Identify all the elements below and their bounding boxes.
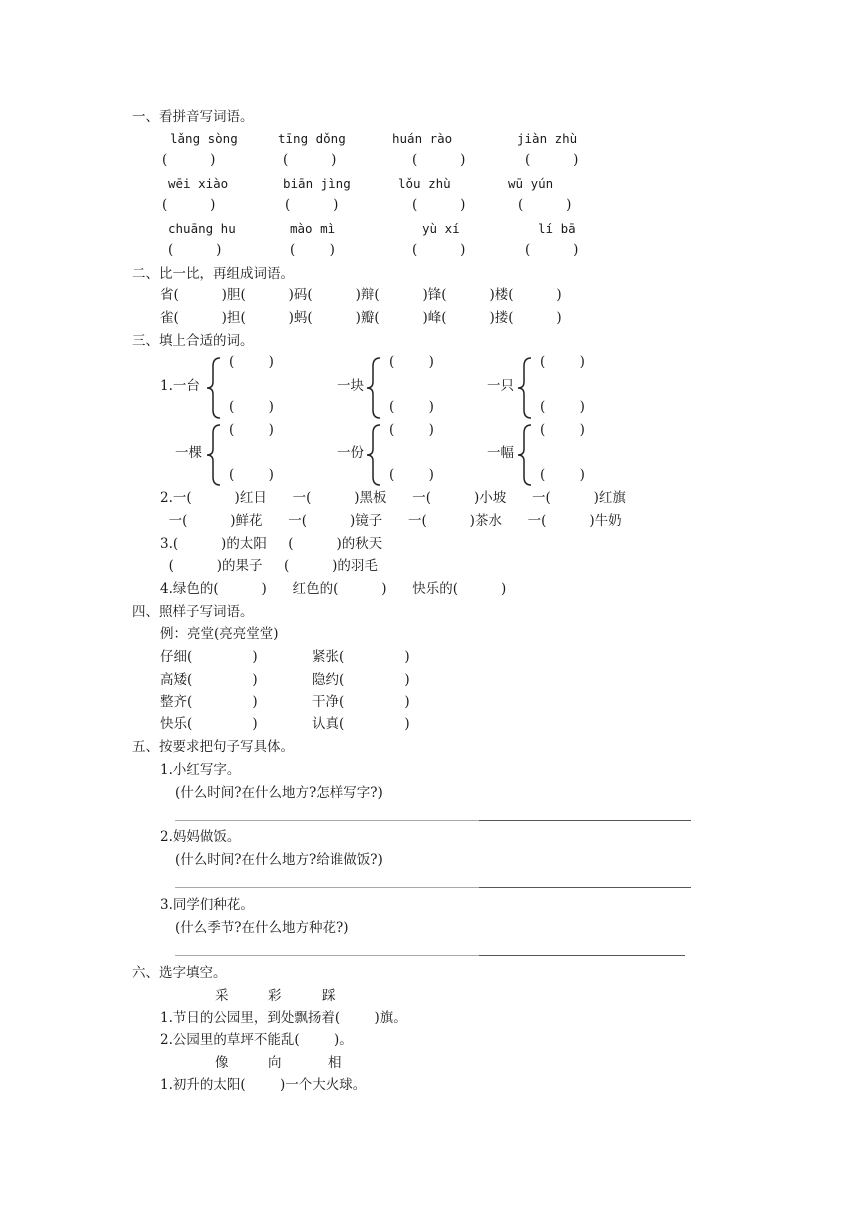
section-3-title: 三、填上合适的词。	[132, 333, 254, 349]
word-item[interactable]: 仔细( )	[160, 649, 258, 665]
measure-word-label: 一棵	[175, 445, 202, 461]
answer-paren[interactable]: ( )	[540, 354, 585, 370]
word-item[interactable]: 认真( )	[312, 716, 410, 732]
pinyin-yu-xi: yù xí	[422, 221, 460, 236]
answer-box[interactable]: ( )	[525, 242, 579, 258]
answer-line[interactable]	[479, 955, 685, 956]
answer-paren[interactable]: ( )	[389, 422, 434, 438]
answer-paren[interactable]: ( )	[229, 399, 274, 415]
brace-icon	[204, 423, 224, 487]
answer-box[interactable]: ( )	[412, 242, 466, 258]
choice-char: 向	[268, 1055, 282, 1071]
section-5-title: 五、按要求把句子写具体。	[132, 739, 294, 755]
fill-line-2a[interactable]: 2.一( )红日 一( )黑板 一( )小坡 一( )红旗	[160, 490, 626, 506]
pinyin-jian-zhu: jiàn zhù	[517, 131, 578, 146]
choice-char: 采	[215, 988, 229, 1004]
choice-char: 像	[215, 1055, 229, 1071]
example-text: 例：亮堂(亮亮堂堂)	[160, 626, 279, 642]
choice-char: 相	[328, 1055, 342, 1071]
answer-paren[interactable]: ( )	[540, 467, 585, 483]
answer-box[interactable]: ( )	[525, 152, 579, 168]
answer-line[interactable]	[175, 820, 479, 821]
brace-icon	[364, 423, 384, 487]
pinyin-mao-mi: mào mì	[290, 221, 336, 236]
word-item[interactable]: 高矮( )	[160, 672, 258, 688]
answer-box[interactable]: ( )	[518, 197, 572, 213]
measure-word-label: 一只	[487, 378, 514, 394]
answer-box[interactable]: ( )	[283, 152, 337, 168]
pinyin-bian-jing: biān jìng	[283, 176, 351, 191]
pinyin-chuang-hu: chuāng hu	[168, 221, 236, 236]
compare-row-1[interactable]: 省( )胆( )码( )辩( )锋( )楼( )	[160, 287, 562, 303]
brace-icon	[204, 356, 224, 420]
measure-word-label: 一块	[337, 378, 364, 394]
answer-paren[interactable]: ( )	[229, 467, 274, 483]
answer-box[interactable]: ( )	[412, 152, 466, 168]
brace-icon	[515, 423, 535, 487]
fill-sentence[interactable]: 2.公园里的草坪不能乱( )。	[160, 1032, 353, 1048]
answer-box[interactable]: ( )	[285, 197, 339, 213]
section-1-title: 一、看拼音写词语。	[132, 109, 254, 125]
word-item[interactable]: 隐约( )	[312, 672, 410, 688]
answer-line[interactable]	[175, 955, 479, 956]
answer-box[interactable]: ( )	[168, 242, 222, 258]
answer-paren[interactable]: ( )	[229, 422, 274, 438]
section-2-title: 二、比一比，再组成词语。	[132, 266, 294, 282]
word-item[interactable]: 紧张( )	[312, 649, 410, 665]
sentence-question: 3.同学们种花。	[160, 897, 254, 913]
answer-box[interactable]: ( )	[162, 197, 216, 213]
fill-line-4[interactable]: 4.绿色的( ) 红色的( ) 快乐的( )	[160, 581, 507, 597]
answer-line[interactable]	[175, 887, 479, 888]
word-item[interactable]: 整齐( )	[160, 694, 258, 710]
answer-paren[interactable]: ( )	[540, 399, 585, 415]
choice-char: 彩	[268, 988, 282, 1004]
pinyin-wei-xiao: wēi xiào	[168, 176, 229, 191]
brace-icon	[364, 356, 384, 420]
fill-line-3b[interactable]: ( )的果子 ( )的羽毛	[160, 558, 378, 574]
answer-box[interactable]: ( )	[290, 242, 335, 258]
answer-box[interactable]: ( )	[412, 197, 466, 213]
pinyin-li-ba: lí bā	[538, 221, 576, 236]
fill-sentence[interactable]: 1.节日的公园里，到处飘扬着( )旗。	[160, 1010, 407, 1026]
sentence-hint: (什么季节?在什么地方种花?)	[175, 920, 349, 936]
section-4-title: 四、照样子写词语。	[132, 604, 254, 620]
answer-paren[interactable]: ( )	[229, 354, 274, 370]
answer-line[interactable]	[479, 887, 691, 888]
measure-word-label: 1.一台	[160, 378, 200, 394]
answer-paren[interactable]: ( )	[389, 467, 434, 483]
pinyin-wu-yun: wū yún	[508, 176, 554, 191]
word-item[interactable]: 快乐( )	[160, 716, 258, 732]
measure-word-label: 一幅	[487, 445, 514, 461]
answer-paren[interactable]: ( )	[389, 399, 434, 415]
brace-icon	[515, 356, 535, 420]
word-item[interactable]: 干净( )	[312, 694, 410, 710]
answer-line[interactable]	[479, 820, 691, 821]
compare-row-2[interactable]: 雀( )担( )蚂( )瓣( )峰( )搂( )	[160, 310, 562, 326]
sentence-question: 1.小红写字。	[160, 762, 241, 778]
pinyin-lou-zhu: lǒu zhù	[398, 176, 451, 191]
answer-box[interactable]: ( )	[162, 152, 216, 168]
sentence-hint: (什么时间?在什么地方?怎样写字?)	[175, 785, 383, 801]
answer-paren[interactable]: ( )	[540, 422, 585, 438]
pinyin-lang-song: lǎng sòng	[170, 131, 238, 146]
sentence-hint: (什么时间?在什么地方?给谁做饭?)	[175, 852, 383, 868]
answer-paren[interactable]: ( )	[389, 354, 434, 370]
fill-line-3a[interactable]: 3.( )的太阳 ( )的秋天	[160, 536, 383, 552]
choice-char: 踩	[322, 988, 336, 1004]
pinyin-huan-rao: huán rào	[392, 131, 453, 146]
measure-word-label: 一份	[337, 445, 364, 461]
section-6-title: 六、选字填空。	[132, 965, 227, 981]
fill-line-2b[interactable]: 一( )鲜花 一( )镜子 一( )茶水 一( )牛奶	[160, 513, 622, 529]
sentence-question: 2.妈妈做饭。	[160, 829, 241, 845]
pinyin-ting-dong: tīng dǒng	[278, 131, 346, 146]
fill-sentence[interactable]: 1.初升的太阳( )一个大火球。	[160, 1077, 367, 1093]
